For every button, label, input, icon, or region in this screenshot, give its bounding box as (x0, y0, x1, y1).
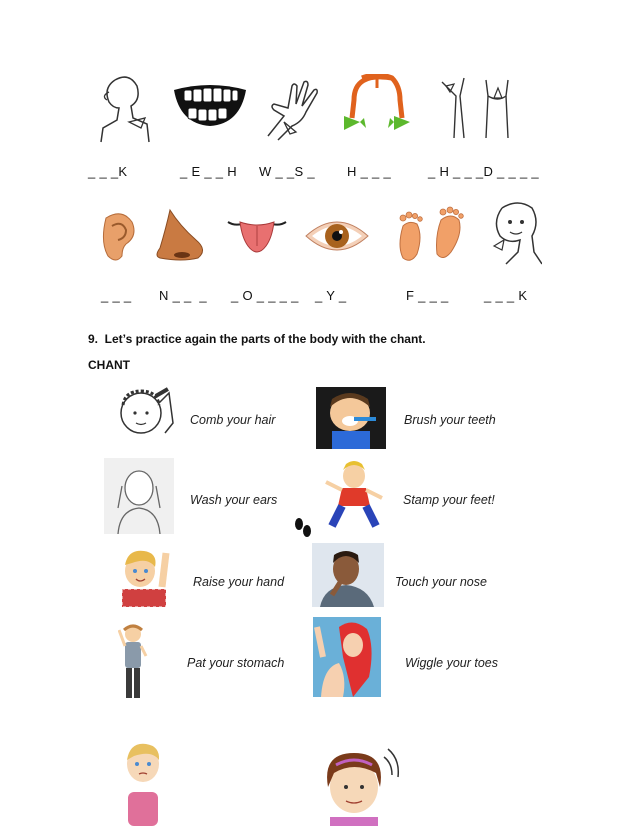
chant-text-5: Raise your hand (193, 575, 285, 589)
footprints-icon (292, 516, 314, 538)
word-blank-2: _ E _ _ H (180, 164, 237, 179)
girl-waving-image (314, 743, 406, 826)
chant-text-7: Pat your stomach (187, 656, 285, 670)
boy-raising-hand-image (118, 543, 178, 607)
chant-text-4: Stamp your feet! (403, 493, 495, 507)
word-blank-9: _ Y _ (315, 288, 347, 303)
neck-drawing-image (95, 72, 157, 144)
chant-text-6: Touch your nose (395, 575, 487, 589)
feet-image (395, 206, 469, 266)
boy-stamping-feet-image (320, 460, 386, 532)
boy-brushing-teeth-image (316, 387, 386, 449)
nose-image (152, 208, 210, 262)
body-arms-drawing-image (436, 72, 516, 140)
tongue-image (226, 212, 288, 258)
face-drawing-image (488, 200, 542, 266)
word-blank-7: N _ _ _ (159, 288, 207, 303)
chant-text-8: Wiggle your toes (405, 656, 498, 670)
word-blank-10: F _ _ _ (406, 288, 449, 303)
girl-patting-stomach-image (118, 622, 148, 704)
section-title: 9. Let’s practice again the parts of the body with the chant. (88, 332, 426, 346)
chant-text-3: Wash your ears (190, 493, 278, 507)
word-blank-6: _ _ _ (101, 288, 132, 303)
chant-text-2: Brush your teeth (404, 413, 496, 427)
eye-image (304, 212, 370, 260)
person-washing-ears-image (104, 458, 174, 534)
teeth-mouth-image (170, 80, 250, 130)
girl-thinking-image (122, 738, 164, 826)
hair-braids-image (342, 74, 412, 136)
word-blank-1: _ _ _K (88, 164, 128, 179)
man-touching-nose-image (312, 543, 384, 607)
ear-image (96, 210, 140, 264)
word-blank-4: H _ _ _ (347, 164, 392, 179)
section-subtitle: CHANT (88, 358, 130, 372)
word-blank-3: W _ _S _ (259, 164, 315, 179)
word-blank-11: _ _ _ K (484, 288, 528, 303)
word-blank-8: _ O _ _ _ _ (231, 288, 299, 303)
chant-text-1: Comb your hair (190, 413, 276, 427)
hand-drawing-image (262, 76, 324, 142)
boy-combing-hair-image (109, 383, 177, 449)
mermaid-wiggling-image (313, 617, 381, 697)
word-blank-5: _ H _ _ _D _ _ _ _ (428, 164, 539, 179)
